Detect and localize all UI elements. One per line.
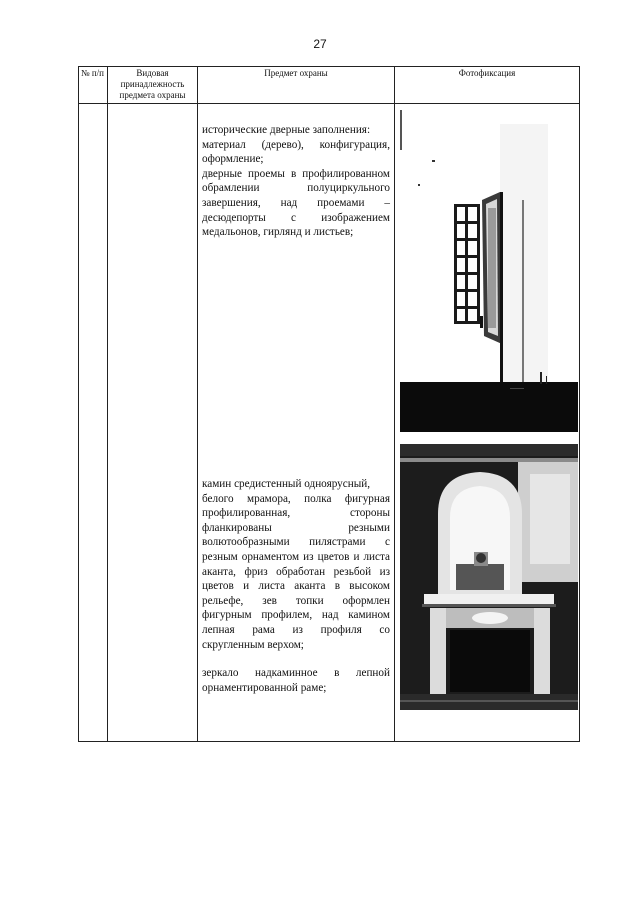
col-border-left <box>78 66 79 742</box>
col-border-3 <box>394 66 395 742</box>
door-photo <box>400 104 578 432</box>
header-type: Видовая принадлежность предмета охраны <box>119 68 186 100</box>
row-1-subject <box>202 123 390 240</box>
row-2-subject <box>202 477 390 695</box>
col-border-1 <box>107 66 108 742</box>
table-border-bottom <box>78 741 580 742</box>
door-photo-icon <box>400 104 578 432</box>
table-border-top <box>78 66 580 67</box>
header-subject: Предмет охраны <box>264 68 328 78</box>
row-2-text-3: зеркало надкаминное в лепной орнаментированной раме; <box>202 667 390 694</box>
col-border-2 <box>197 66 198 742</box>
heritage-table <box>78 66 580 742</box>
header-number: № п/п <box>81 68 104 78</box>
row-1-text-3: дверные проемы в профилированном обрамлении полуциркульного завершения, над проемами – десюдепорты с изображением медальонов, гирлянд и листьев; <box>202 167 390 239</box>
col-border-right <box>579 66 580 742</box>
fireplace-photo-icon <box>400 444 578 710</box>
fireplace-photo <box>400 444 578 710</box>
row-1-text-2: материал (дерево), конфигурация, оформление; <box>202 138 390 166</box>
row-2-text-2: белого мрамора, полка фигурная профилированная, стороны фланкированы резными волютообразными пилястрами с резным орнаментом из цветов и листа аканта, фриз обработан резьбой из цветов и листа аканта в высоком рельефе, зев топки оформлен фигурным профилем, над камином лепная рама из профиля со скругленным верхом; <box>202 492 390 651</box>
row-2-text-1: камин средистенный одноярусный, <box>202 478 371 490</box>
header-photo: Фотофиксация <box>458 68 516 78</box>
page-number: 27 <box>313 37 327 51</box>
row-1-text-1: исторические дверные заполнения: <box>202 124 371 136</box>
